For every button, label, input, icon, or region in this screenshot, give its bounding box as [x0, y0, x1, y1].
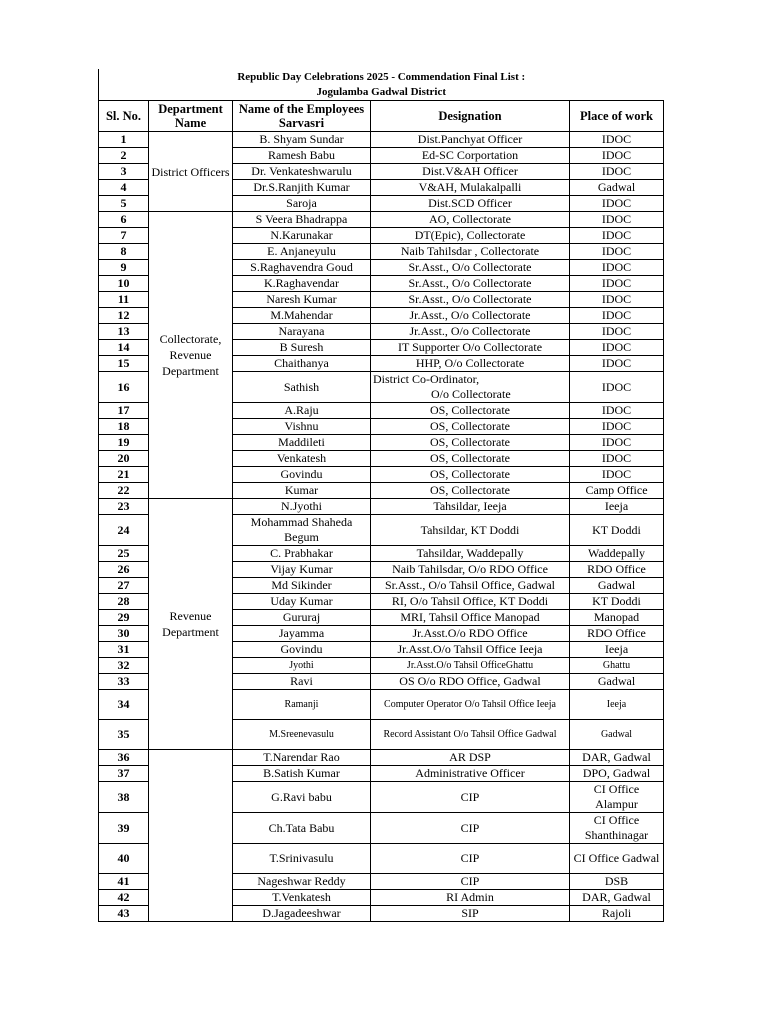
title-line-2: Jogulamba Gadwal District	[316, 85, 447, 98]
cell-department-revenue: Revenue Department	[149, 499, 233, 750]
cell-employee-name: Ramanji	[233, 690, 371, 720]
cell-sl-no: 2	[99, 148, 149, 164]
cell-sl-no: 21	[99, 467, 149, 483]
cell-employee-name: B. Shyam Sundar	[233, 132, 371, 148]
cell-place-of-work: IDOC	[570, 451, 664, 467]
cell-sl-no: 38	[99, 782, 149, 813]
cell-employee-name: Dr.S.Ranjith Kumar	[233, 180, 371, 196]
cell-designation: CIP	[371, 813, 570, 844]
cell-designation: OS, Collectorate	[371, 451, 570, 467]
cell-place-of-work: IDOC	[570, 212, 664, 228]
cell-designation: Dist.SCD Officer	[371, 196, 570, 212]
cell-designation: CIP	[371, 874, 570, 890]
cell-place-of-work: Gadwal	[570, 674, 664, 690]
cell-designation: Sr.Asst., O/o Collectorate	[371, 276, 570, 292]
cell-place-of-work: Ieeja	[570, 642, 664, 658]
cell-sl-no: 19	[99, 435, 149, 451]
cell-employee-name: Nageshwar Reddy	[233, 874, 371, 890]
cell-designation: AR DSP	[371, 750, 570, 766]
cell-designation: Jr.Asst., O/o Collectorate	[371, 308, 570, 324]
cell-place-of-work: IDOC	[570, 196, 664, 212]
cell-designation: OS, Collectorate	[371, 435, 570, 451]
cell-employee-name: Govindu	[233, 467, 371, 483]
cell-place-of-work: Gadwal	[570, 578, 664, 594]
cell-sl-no: 29	[99, 610, 149, 626]
cell-employee-name: Ravi	[233, 674, 371, 690]
cell-employee-name: Naresh Kumar	[233, 292, 371, 308]
cell-sl-no: 17	[99, 403, 149, 419]
cell-employee-name: Gururaj	[233, 610, 371, 626]
cell-employee-name: Chaithanya	[233, 356, 371, 372]
table-row	[99, 499, 664, 515]
cell-employee-name: Jayamma	[233, 626, 371, 642]
cell-place-of-work: IDOC	[570, 260, 664, 276]
header-row	[99, 101, 664, 132]
cell-employee-name: Maddileti	[233, 435, 371, 451]
cell-designation: Sr.Asst., O/o Collectorate	[371, 260, 570, 276]
cell-designation: Ed-SC Corportation	[371, 148, 570, 164]
cell-designation: Sr.Asst., O/o Tahsil Office, Gadwal	[371, 578, 570, 594]
cell-sl-no: 34	[99, 690, 149, 720]
cell-sl-no: 33	[99, 674, 149, 690]
cell-sl-no: 22	[99, 483, 149, 499]
cell-place-of-work: DSB	[570, 874, 664, 890]
cell-sl-no: 32	[99, 658, 149, 674]
cell-designation: Computer Operator O/o Tahsil Office Ieeja	[371, 690, 570, 720]
cell-employee-name: S Veera Bhadrappa	[233, 212, 371, 228]
header-place-of-work: Place of work	[570, 101, 664, 132]
cell-employee-name: Sathish	[233, 372, 371, 403]
cell-place-of-work: CI Office Alampur	[570, 782, 664, 813]
designation-line-2: O/o Collectorate	[431, 387, 511, 401]
designation-line-1: District Co-Ordinator,	[373, 372, 480, 386]
cell-place-of-work: IDOC	[570, 228, 664, 244]
cell-employee-name: Ch.Tata Babu	[233, 813, 371, 844]
cell-employee-name: T.Srinivasulu	[233, 844, 371, 874]
cell-designation: Sr.Asst., O/o Collectorate	[371, 292, 570, 308]
cell-place-of-work: Waddepally	[570, 546, 664, 562]
cell-designation: Administrative Officer	[371, 766, 570, 782]
cell-place-of-work: IDOC	[570, 372, 664, 403]
title-row	[99, 69, 664, 101]
cell-sl-no: 40	[99, 844, 149, 874]
table-row	[99, 212, 664, 228]
cell-place-of-work: Gadwal	[570, 180, 664, 196]
cell-place-of-work: Rajoli	[570, 906, 664, 922]
cell-place-of-work: IDOC	[570, 324, 664, 340]
cell-employee-name: Jyothi	[233, 658, 371, 674]
cell-sl-no: 20	[99, 451, 149, 467]
cell-designation	[371, 372, 570, 403]
cell-employee-name: T.Narendar Rao	[233, 750, 371, 766]
cell-place-of-work: IDOC	[570, 244, 664, 260]
cell-department-police	[149, 750, 233, 922]
cell-place-of-work: IDOC	[570, 419, 664, 435]
cell-place-of-work: Ghattu	[570, 658, 664, 674]
cell-sl-no: 6	[99, 212, 149, 228]
cell-sl-no: 10	[99, 276, 149, 292]
cell-place-of-work: IDOC	[570, 164, 664, 180]
cell-designation: Jr.Asst.O/o Tahsil Office Ieeja	[371, 642, 570, 658]
cell-designation: SIP	[371, 906, 570, 922]
cell-employee-name: N.Karunakar	[233, 228, 371, 244]
cell-department-collectorate: Collectorate, Revenue Department	[149, 212, 233, 499]
table-row	[99, 750, 664, 766]
cell-employee-name: Uday Kumar	[233, 594, 371, 610]
cell-place-of-work: IDOC	[570, 132, 664, 148]
cell-designation: CIP	[371, 782, 570, 813]
commendation-table	[98, 69, 664, 922]
cell-designation: MRI, Tahsil Office Manopad	[371, 610, 570, 626]
cell-designation: OS, Collectorate	[371, 419, 570, 435]
cell-sl-no: 8	[99, 244, 149, 260]
cell-employee-name: Dr. Venkateshwarulu	[233, 164, 371, 180]
cell-sl-no: 30	[99, 626, 149, 642]
cell-designation: Tahsildar, Ieeja	[371, 499, 570, 515]
cell-employee-name: Mohammad Shaheda Begum	[233, 515, 371, 546]
cell-place-of-work: IDOC	[570, 276, 664, 292]
cell-designation: Jr.Asst.O/o RDO Office	[371, 626, 570, 642]
cell-place-of-work: IDOC	[570, 148, 664, 164]
cell-sl-no: 23	[99, 499, 149, 515]
title-line-1: Republic Day Celebrations 2025 - Commendation Final List :	[237, 70, 526, 83]
cell-place-of-work: Ieeja	[570, 690, 664, 720]
cell-place-of-work: IDOC	[570, 340, 664, 356]
cell-place-of-work: KT Doddi	[570, 515, 664, 546]
cell-sl-no: 37	[99, 766, 149, 782]
cell-designation: Jr.Asst.O/o Tahsil OfficeGhattu	[371, 658, 570, 674]
commendation-list-sheet	[98, 69, 663, 922]
cell-sl-no: 1	[99, 132, 149, 148]
cell-employee-name: E. Anjaneyulu	[233, 244, 371, 260]
cell-employee-name: T.Venkatesh	[233, 890, 371, 906]
cell-employee-name: B Suresh	[233, 340, 371, 356]
cell-sl-no: 12	[99, 308, 149, 324]
cell-designation: Dist.Panchyat Officer	[371, 132, 570, 148]
cell-designation: Jr.Asst., O/o Collectorate	[371, 324, 570, 340]
cell-sl-no: 18	[99, 419, 149, 435]
cell-sl-no: 14	[99, 340, 149, 356]
cell-employee-name: Vishnu	[233, 419, 371, 435]
cell-employee-name: Venkatesh	[233, 451, 371, 467]
cell-sl-no: 36	[99, 750, 149, 766]
cell-sl-no: 4	[99, 180, 149, 196]
cell-place-of-work: Ieeja	[570, 499, 664, 515]
cell-designation: IT Supporter O/o Collectorate	[371, 340, 570, 356]
cell-sl-no: 13	[99, 324, 149, 340]
cell-designation: Dist.V&AH Officer	[371, 164, 570, 180]
cell-place-of-work: IDOC	[570, 403, 664, 419]
cell-employee-name: Vijay Kumar	[233, 562, 371, 578]
cell-employee-name: Ramesh Babu	[233, 148, 371, 164]
cell-sl-no: 42	[99, 890, 149, 906]
cell-employee-name: M.Mahendar	[233, 308, 371, 324]
cell-designation: Naib Tahilsdar, O/o RDO Office	[371, 562, 570, 578]
cell-sl-no: 26	[99, 562, 149, 578]
cell-designation: OS, Collectorate	[371, 483, 570, 499]
cell-designation: Naib Tahilsdar , Collectorate	[371, 244, 570, 260]
cell-designation: Tahsildar, KT Doddi	[371, 515, 570, 546]
cell-place-of-work: IDOC	[570, 435, 664, 451]
cell-designation: Record Assistant O/o Tahsil Office Gadwal	[371, 720, 570, 750]
cell-employee-name: Md Sikinder	[233, 578, 371, 594]
cell-designation: DT(Epic), Collectorate	[371, 228, 570, 244]
cell-sl-no: 41	[99, 874, 149, 890]
cell-sl-no: 35	[99, 720, 149, 750]
cell-sl-no: 39	[99, 813, 149, 844]
header-sl-no: Sl. No.	[99, 101, 149, 132]
table-row	[99, 132, 664, 148]
cell-employee-name: D.Jagadeeshwar	[233, 906, 371, 922]
cell-employee-name: C. Prabhakar	[233, 546, 371, 562]
header-employee-name: Name of the Employees Sarvasri	[233, 101, 371, 132]
cell-place-of-work: IDOC	[570, 356, 664, 372]
cell-designation: OS, Collectorate	[371, 467, 570, 483]
cell-sl-no: 15	[99, 356, 149, 372]
cell-place-of-work: DAR, Gadwal	[570, 750, 664, 766]
header-department: Department Name	[149, 101, 233, 132]
cell-employee-name: B.Satish Kumar	[233, 766, 371, 782]
cell-employee-name: N.Jyothi	[233, 499, 371, 515]
cell-designation: Tahsildar, Waddepally	[371, 546, 570, 562]
cell-designation: CIP	[371, 844, 570, 874]
cell-sl-no: 5	[99, 196, 149, 212]
cell-designation: OS, Collectorate	[371, 403, 570, 419]
cell-employee-name: A.Raju	[233, 403, 371, 419]
cell-sl-no: 7	[99, 228, 149, 244]
cell-employee-name: S.Raghavendra Goud	[233, 260, 371, 276]
cell-sl-no: 43	[99, 906, 149, 922]
cell-sl-no: 28	[99, 594, 149, 610]
cell-place-of-work: CI Office Gadwal	[570, 844, 664, 874]
title-cell	[99, 69, 664, 101]
cell-place-of-work: CI Office Shanthinagar	[570, 813, 664, 844]
cell-designation: RI, O/o Tahsil Office, KT Doddi	[371, 594, 570, 610]
cell-place-of-work: RDO Office	[570, 562, 664, 578]
cell-place-of-work: DAR, Gadwal	[570, 890, 664, 906]
cell-sl-no: 9	[99, 260, 149, 276]
cell-place-of-work: DPO, Gadwal	[570, 766, 664, 782]
cell-place-of-work: IDOC	[570, 467, 664, 483]
cell-place-of-work: KT Doddi	[570, 594, 664, 610]
cell-employee-name: Govindu	[233, 642, 371, 658]
cell-place-of-work: IDOC	[570, 308, 664, 324]
cell-place-of-work: Manopad	[570, 610, 664, 626]
cell-designation: RI Admin	[371, 890, 570, 906]
cell-employee-name: Narayana	[233, 324, 371, 340]
cell-sl-no: 27	[99, 578, 149, 594]
cell-department-district-officers: District Officers	[149, 132, 233, 212]
cell-designation: HHP, O/o Collectorate	[371, 356, 570, 372]
cell-employee-name: G.Ravi babu	[233, 782, 371, 813]
cell-place-of-work: RDO Office	[570, 626, 664, 642]
header-designation: Designation	[371, 101, 570, 132]
cell-sl-no: 16	[99, 372, 149, 403]
cell-place-of-work: Camp Office	[570, 483, 664, 499]
cell-employee-name: Saroja	[233, 196, 371, 212]
cell-sl-no: 11	[99, 292, 149, 308]
cell-employee-name: Kumar	[233, 483, 371, 499]
cell-sl-no: 3	[99, 164, 149, 180]
cell-sl-no: 31	[99, 642, 149, 658]
cell-place-of-work: Gadwal	[570, 720, 664, 750]
cell-employee-name: M.Sreenevasulu	[233, 720, 371, 750]
cell-designation: OS O/o RDO Office, Gadwal	[371, 674, 570, 690]
cell-employee-name: K.Raghavendar	[233, 276, 371, 292]
cell-designation: AO, Collectorate	[371, 212, 570, 228]
cell-sl-no: 25	[99, 546, 149, 562]
cell-place-of-work: IDOC	[570, 292, 664, 308]
cell-designation: V&AH, Mulakalpalli	[371, 180, 570, 196]
cell-sl-no: 24	[99, 515, 149, 546]
